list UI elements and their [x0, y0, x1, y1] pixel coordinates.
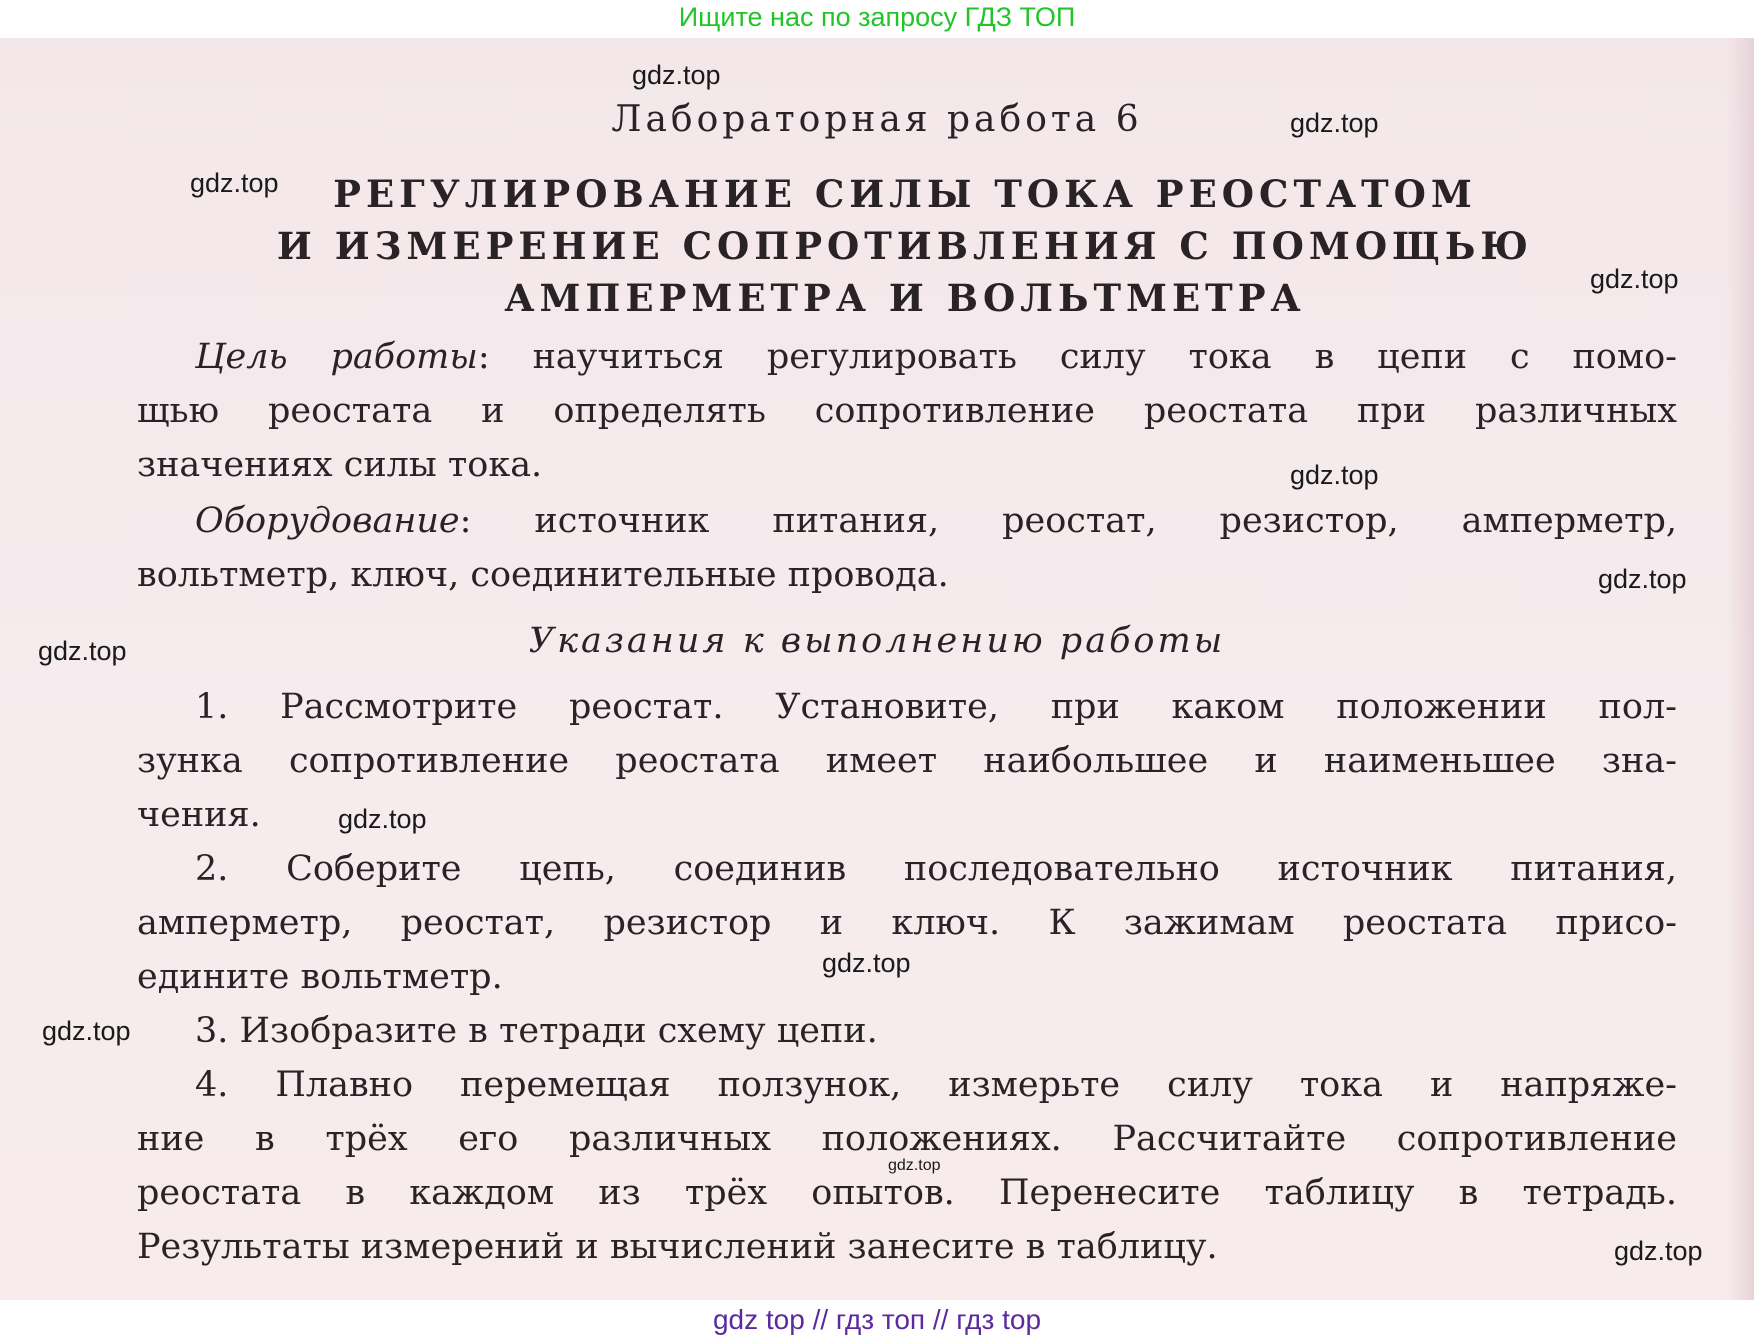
step-text: 2. Соберите цепь, соединив последовательно источник питания, — [195, 849, 1677, 889]
top-banner — [0, 0, 1754, 38]
watermark: gdz.top — [42, 1016, 131, 1046]
watermark: gdz.top — [888, 1157, 941, 1174]
work-title — [130, 168, 1680, 324]
step-text: реостата в каждом из трёх опытов. Перенесите таблицу в тетрадь. — [137, 1173, 1677, 1213]
step-text: ние в трёх его различных положениях. Рассчитайте сопротивление — [137, 1119, 1677, 1159]
title-line: РЕГУЛИРОВАНИЕ СИЛЫ ТОКА РЕОСТАТОМ — [333, 172, 1477, 216]
lab-work-title: Лабораторная работа 6 — [611, 99, 1143, 140]
title-line: АМПЕРМЕТРА И ВОЛЬТМЕТРА — [504, 276, 1306, 320]
goal-text: значениях силы тока. — [137, 445, 543, 485]
watermark: gdz.top — [1290, 460, 1379, 490]
watermark: gdz.top — [38, 636, 127, 666]
step-text: 3. Изобразите в тетради схему цепи. — [195, 1011, 878, 1051]
watermark: gdz.top — [822, 948, 911, 978]
watermark: gdz.top — [1598, 564, 1687, 594]
watermark: gdz.top — [1590, 264, 1679, 294]
step-text: чения. — [137, 795, 261, 835]
step-text: Результаты измерений и вычислений занесите в таблицу. — [137, 1227, 1218, 1267]
watermark: gdz.top — [338, 804, 427, 834]
footer-text: gdz top // гдз топ // гдз top — [712, 1304, 1042, 1335]
goal-paragraph — [137, 330, 1677, 492]
step-3 — [137, 1004, 1677, 1058]
step-text: едините вольтметр. — [137, 957, 503, 997]
step-text: амперметр, реостат, резистор и ключ. К зажимам реостата присо- — [137, 903, 1677, 943]
banner-text: Ищите нас по запросу ГДЗ ТОП — [678, 2, 1076, 32]
watermark: gdz.top — [190, 168, 279, 198]
watermark: gdz.top — [1290, 108, 1379, 138]
step-2 — [137, 842, 1677, 1004]
equipment-label: Оборудование — [195, 501, 460, 541]
instructions-heading: Указания к выполнению работы — [528, 621, 1226, 661]
page-edge-shadow — [1726, 38, 1754, 1300]
goal-text: : научиться регулировать силу тока в цепи с помо- — [477, 337, 1677, 377]
goal-text: щью реостата и определять сопротивление реостата при различных — [137, 391, 1677, 431]
equipment-paragraph — [137, 494, 1677, 602]
title-line: И ИЗМЕРЕНИЕ СОПРОТИВЛЕНИЯ С ПОМОЩЬЮ — [276, 224, 1534, 268]
step-text: 1. Рассмотрите реостат. Установите, при каком положении пол- — [195, 687, 1677, 727]
watermark: gdz.top — [632, 60, 721, 90]
equipment-text: вольтметр, ключ, соединительные провода. — [137, 555, 949, 595]
bottom-banner — [0, 1300, 1754, 1343]
watermark: gdz.top — [1614, 1236, 1703, 1266]
equipment-text: : источник питания, реостат, резистор, амперметр, — [459, 501, 1677, 541]
step-text: 4. Плавно перемещая ползунок, измерьте силу тока и напряже- — [195, 1065, 1677, 1105]
step-text: зунка сопротивление реостата имеет наибольшее и наименьшее зна- — [137, 741, 1677, 781]
goal-label: Цель работы — [195, 337, 478, 377]
